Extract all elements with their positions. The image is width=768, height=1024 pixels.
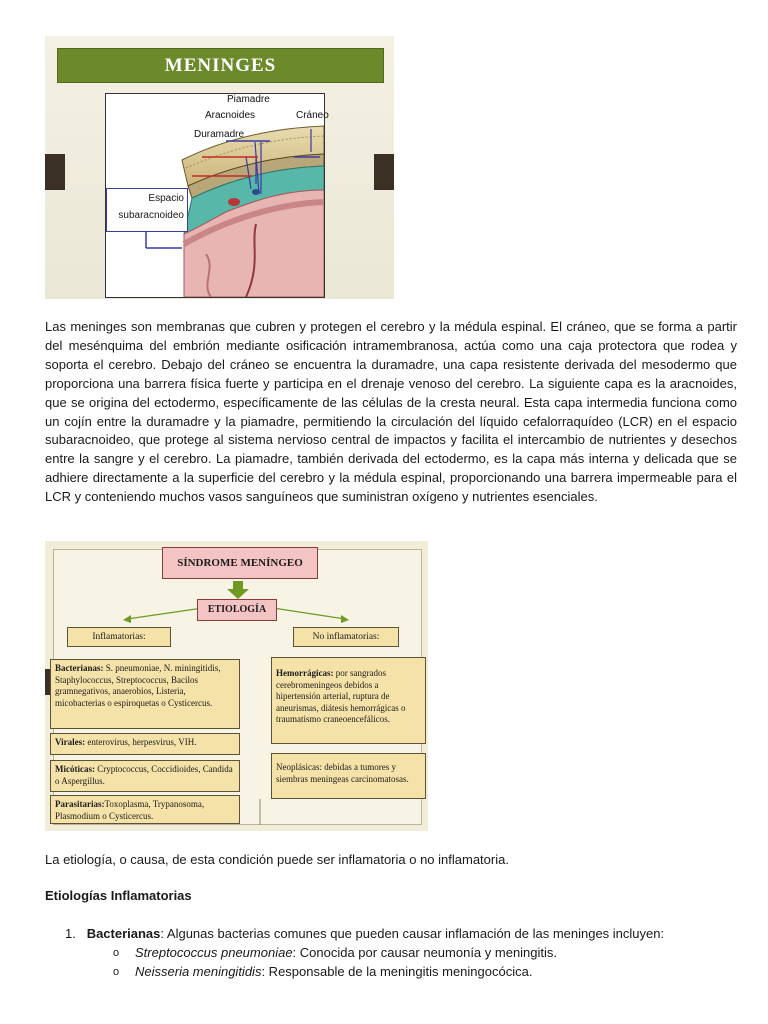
micoticas-box: [50, 760, 240, 792]
bacterianas-text: S. pneumoniae, N. miningitidis, Staphylococcus, Streptococcus, Bacilos gramnegativos, anaerobios, Listeria, micobacterias o espiroquetas o Cysticercus.: [55, 663, 221, 708]
meninges-paragraph: Las meninges son membranas que cubren y protegen el cerebro y la médula espinal. El cráneo, que se forma a partir del mesénquima del embrión mediante osificación intramembranosa, actúa como una caja protectora que rodea y soporta el cerebro. Debajo del cráneo se encuentra la duramadre, una capa resistente derivada del mesodermo que proporciona una barrera física fuerte y participa en el drenaje venoso del cerebro. La siguiente capa es la aracnoides, que se origina del ectodermo, específicamente de las células de la cresta neural. Esta capa intermedia funciona como un cojín entre la duramadre y la piamadre, permitiendo la circulación del líquido cefalorraquídeo (LCR) en el espacio subaracnoideo, que protege al sistema nervioso central de impactos y facilita el intercambio de nutrientes y desechos entre la sangre y el cerebro. La piamadre, también derivada del ectodermo, es la capa más interna y delicada que se adhiere directamente a la superficie del cerebro y la médula espinal, proporcionando una barrera impermeable para el LCR y conteniendo muchos vasos sanguíneos que suministran oxígeno y nutrientes esenciales.: [45, 319, 737, 505]
bacterianas-label: Bacterianas:: [55, 663, 104, 673]
hemorragicas-label: Hemorrágicas:: [276, 668, 334, 678]
sub-bullet-1: o: [113, 947, 120, 959]
section-heading: Etiologías Inflamatorias: [45, 888, 192, 903]
list-item-bacterianas: [65, 926, 664, 941]
bacterianas-box: [50, 659, 240, 729]
sub-item-text: : Conocida por causar neumonía y meningitis.: [292, 945, 558, 960]
virales-text: enterovirus, herpesvirus, VIH.: [87, 737, 197, 747]
sub-item-text: : Responsable de la meningitis meningocócica.: [261, 964, 533, 979]
meninges-figure: [45, 36, 394, 299]
sub-item-italic: Streptococcus pneumoniae: [135, 945, 293, 960]
micoticas-text: Cryptococcus, Coccidioides, Candida o Aspergillus.: [55, 764, 233, 786]
sub-bullet-2: o: [113, 966, 120, 978]
craneo-label: Cráneo: [296, 110, 329, 121]
meninges-banner-title: MENINGES: [57, 48, 384, 83]
list-number: 1.: [65, 926, 76, 941]
aracnoides-label: Aracnoides: [205, 110, 256, 121]
no-inflamatorias-heading: No inflamatorias:: [293, 627, 399, 647]
neoplasicas-box: Neoplásicas: debidas a tumores y siembras meningeas carcinomatosas.: [271, 753, 426, 799]
duramadre-label: Duramadre: [194, 129, 245, 140]
list-item-text: : Algunas bacterias comunes que pueden causar inflamación de las meninges incluyen:: [160, 926, 665, 941]
micoticas-label: Micóticas:: [55, 764, 95, 774]
virales-label: Virales:: [55, 737, 86, 747]
piamadre-label: Piamadre: [227, 94, 270, 105]
virales-box: [50, 733, 240, 755]
sub-item-streptococcus: [135, 945, 557, 960]
hemorragicas-text: por sangrados cerebromeningeos debidos a hipertensión arterial, ruptura de aneurismas, diátesis hemorrágicas o traumatismo craneoencefálicos.: [276, 668, 406, 724]
sub-item-neisseria: [135, 964, 532, 979]
sindrome-meningeo-figure: [45, 541, 428, 831]
left-tab-decoration: [45, 154, 65, 190]
parasitarias-box: [50, 795, 240, 824]
hemorragicas-box: [271, 657, 426, 744]
espacio-subaracnoideo-label: [106, 188, 188, 232]
parasitarias-label: Parasitarias:: [55, 799, 105, 809]
etiologia-paragraph: La etiología, o causa, de esta condición puede ser inflamatoria o no inflamatoria.: [45, 852, 509, 867]
parasitarias-text: Toxoplasma, Trypanosoma, Plasmodium o Cysticercus.: [55, 799, 205, 821]
etiologia-box: ETIOLOGÍA: [197, 599, 277, 621]
espacio-label-line2: subaracnoideo: [118, 210, 184, 221]
sub-item-italic: Neisseria meningitidis: [135, 964, 262, 979]
inflamatorias-heading: Inflamatorias:: [67, 627, 171, 647]
list-item-bold: Bacterianas: [86, 926, 161, 941]
meninges-diagram-panel: [105, 93, 329, 298]
espacio-label-line1: Espacio: [148, 193, 184, 204]
sindrome-title-box: SÍNDROME MENÍNGEO: [162, 547, 318, 579]
right-tab-decoration: [374, 154, 394, 190]
